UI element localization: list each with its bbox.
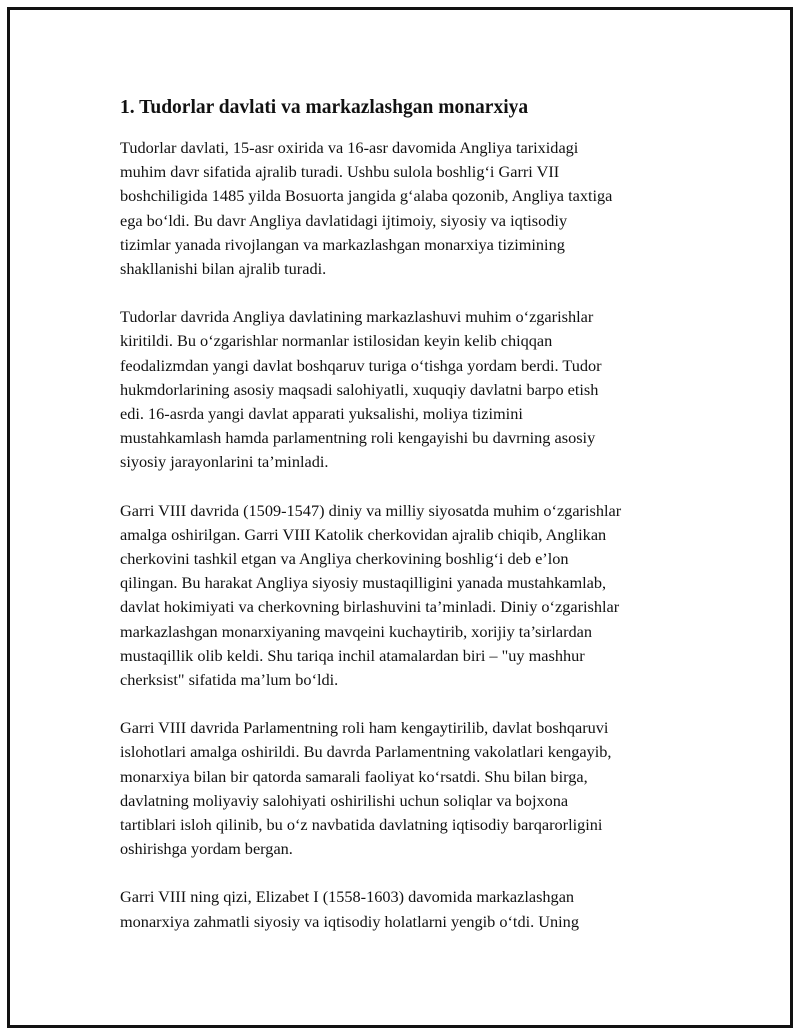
paragraph-line: edi. 16-asrda yangi davlat apparati yuksalishi, moliya tizimini — [120, 404, 523, 424]
section-heading: 1. Tudorlar davlati va markazlashgan monarxiya — [120, 97, 529, 118]
paragraph-line: Garri VIII davrida (1509-1547) diniy va milliy siyosatda muhim o‘zgarishlar — [120, 500, 622, 520]
paragraph-line: boshchiligida 1485 yilda Bosuorta jangida g‘alaba qozonib, Angliya taxtiga — [120, 186, 613, 206]
paragraph-line: cherkovini tashkil etgan va Angliya cherkovining boshlig‘i deb e’lon — [120, 549, 569, 569]
paragraph-line: oshirishga yordam bergan. — [120, 839, 293, 859]
paragraph-line: siyosiy jarayonlarini ta’minladi. — [120, 452, 329, 472]
paragraph-line: markazlashgan monarxiyaning mavqeini kuchaytirib, xorijiy ta’sirlardan — [120, 621, 593, 641]
paragraph-line: davlatning moliyaviy salohiyati oshirilishi uchun soliqlar va bojxona — [120, 790, 569, 810]
paragraph-line: hukmdorlarining asosiy maqsadi salohiyatli, xuquqiy davlatni barpo etish — [120, 379, 599, 399]
document-body — [120, 96, 692, 958]
paragraph — [120, 499, 692, 693]
paragraph — [120, 885, 692, 933]
paragraph-line: ega bo‘ldi. Bu davr Angliya davlatidagi ijtimoiy, siyosiy va iqtisodiy — [120, 210, 568, 230]
paragraph-list — [120, 136, 692, 934]
paragraph-line: Garri VIII ning qizi, Elizabet I (1558-1603) davomida markazlashgan — [120, 887, 575, 907]
paragraph-line: monarxiya zahmatli siyosiy va iqtisodiy holatlarni yengib o‘tdi. Uning — [120, 911, 579, 931]
paragraph-line: qilingan. Bu harakat Angliya siyosiy mustaqilligini yanada mustahkamlab, — [120, 573, 607, 593]
paragraph-line: tizimlar yanada rivojlangan va markazlashgan monarxiya tizimining — [120, 234, 565, 254]
paragraph — [120, 136, 692, 281]
paragraph-line: kiritildi. Bu o‘zgarishlar normanlar istilosidan keyin kelib chiqqan — [120, 331, 553, 351]
paragraph-line: shakllanishi bilan ajralib turadi. — [120, 259, 327, 279]
paragraph-line: muhim davr sifatida ajralib turadi. Ushbu sulola boshlig‘i Garri VII — [120, 162, 560, 182]
page-frame — [7, 7, 793, 1028]
paragraph-line: monarxiya bilan bir qatorda samarali faoliyat ko‘rsatdi. Shu bilan birga, — [120, 766, 588, 786]
paragraph-line: mustahkamlash hamda parlamentning roli kengayishi bu davrning asosiy — [120, 428, 596, 448]
paragraph-line: amalga oshirilgan. Garri VIII Katolik cherkovidan ajralib chiqib, Anglikan — [120, 524, 607, 544]
paragraph-line: mustaqillik olib keldi. Shu tariqa inchil atamalardan biri – "uy mashhur — [120, 645, 585, 665]
paragraph-line: cherksist" sifatida ma’lum bo‘ldi. — [120, 670, 339, 690]
paragraph-line: Tudorlar davrida Angliya davlatining markazlashuvi muhim o‘zgarishlar — [120, 307, 594, 327]
paragraph-line: Tudorlar davlati, 15-asr oxirida va 16-asr davomida Angliya tarixidagi — [120, 138, 579, 157]
paragraph-line: feodalizmdan yangi davlat boshqaruv turiga o‘tishga yordam berdi. Tudor — [120, 355, 602, 375]
paragraph-line: tartiblari isloh qilinib, bu o‘z navbatida davlatning iqtisodiy barqarorligini — [120, 815, 603, 835]
paragraph-line: islohotlari amalga oshirildi. Bu davrda Parlamentning vakolatlari kengayib, — [120, 742, 612, 762]
paragraph-line: davlat hokimiyati va cherkovning birlashuvini ta’minladi. Diniy o‘zgarishlar — [120, 597, 620, 617]
paragraph — [120, 305, 692, 474]
paragraph — [120, 716, 692, 861]
paragraph-line: Garri VIII davrida Parlamentning roli ham kengaytirilib, davlat boshqaruvi — [120, 718, 609, 738]
